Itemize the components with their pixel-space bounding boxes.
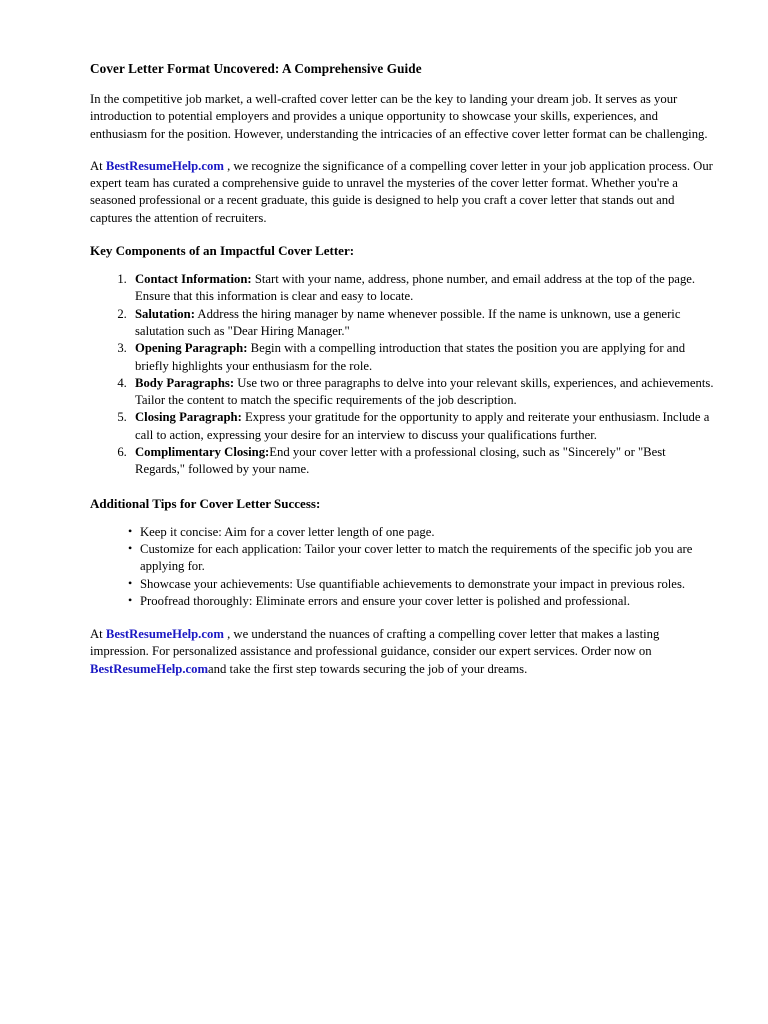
brand-paragraph [90, 158, 718, 227]
list-item-body: Start with your name, address, phone number, and email address at the top of the page. Ensure that this information is clear and easy to locate. [135, 272, 696, 304]
list-item-lead: Closing Paragraph: [135, 410, 242, 425]
list-item [130, 306, 718, 341]
list-item: • Proofread thoroughly: Eliminate errors and ensure your cover letter is polished and professional. [140, 593, 718, 610]
list-item [130, 271, 718, 306]
list-item-body: Express your gratitude for the opportunity to apply and reiterate your enthusiasm. Include a call to action, expressing your desire for an interview to discuss your qualifications further. [135, 410, 710, 442]
list-item: • Customize for each application: Tailor your cover letter to match the requirements of the specific job you are applying for. [140, 541, 718, 576]
list-item [130, 409, 718, 444]
list-item: • Showcase your achievements: Use quantifiable achievements to demonstrate your impact in previous roles. [140, 576, 718, 593]
list-item [130, 444, 718, 479]
list-item-lead: Contact Information: [135, 272, 252, 287]
closing-paragraph-before: At [90, 627, 106, 642]
tips-heading: Additional Tips for Cover Letter Success: [90, 495, 321, 511]
closing-paragraph-after: and take the first step towards securing the job of your dreams. [208, 661, 528, 676]
components-heading: Key Components of an Impactful Cover Letter: [90, 243, 355, 259]
brand-paragraph-after: , we recognize the significance of a compelling cover letter in your job application process. Our expert team has curated a comprehensive guide to unravel the mysteries of the cover letter format. Whether you're a seasoned professional or a recent graduate, this guide is designed to help you craft a cover letter that stands out and captures the attention of recruiters. [90, 158, 713, 225]
list-item-lead: Opening Paragraph: [135, 341, 248, 356]
document-content [90, 60, 718, 678]
closing-paragraph [90, 626, 718, 678]
components-list [90, 271, 718, 479]
bestresumehelp-link-3[interactable]: BestResumeHelp.com [90, 661, 209, 676]
list-item-body: Begin with a compelling introduction that states the position you are applying for and briefly highlights your enthusiasm for the role. [135, 341, 686, 373]
list-item-body: Use two or three paragraphs to delve into your relevant skills, experiences, and achievements. Tailor the content to match the specific requirements of the job description. [135, 375, 714, 408]
list-item: • Keep it concise: Aim for a cover letter length of one page. [140, 524, 718, 541]
intro-paragraph: In the competitive job market, a well-crafted cover letter can be the key to landing your dream job. It serves as your introduction to potential employers and provides a unique opportunity to showcase your skills, experiences, and enthusiasm for the position. However, understanding the intricacies of an effective cover letter format can be challenging. [90, 92, 708, 141]
list-item [130, 375, 718, 410]
bestresumehelp-link-2[interactable]: BestResumeHelp.com [105, 627, 224, 642]
list-item-lead: Complimentary Closing: [135, 445, 270, 460]
list-item [130, 340, 718, 375]
bestresumehelp-link-1[interactable]: BestResumeHelp.com [105, 158, 224, 173]
list-item-body: Address the hiring manager by name whenever possible. If the name is unknown, use a generic salutation such as "Dear Hiring Manager." [135, 306, 681, 338]
list-item-body: End your cover letter with a professional closing, such as "Sincerely" or "Best Regards," followed by your name. [135, 445, 666, 477]
brand-paragraph-before: At [90, 158, 106, 173]
page-title: Cover Letter Format Uncovered: A Comprehensive Guide [90, 61, 422, 76]
list-item-lead: Salutation: [135, 306, 195, 321]
list-item-lead: Body Paragraphs: [135, 375, 235, 390]
tips-list [90, 524, 718, 610]
closing-paragraph-middle: , we understand the nuances of crafting a compelling cover letter that makes a lasting impression. For personalized assistance and professional guidance, consider our expert services. Order now on [90, 627, 660, 659]
